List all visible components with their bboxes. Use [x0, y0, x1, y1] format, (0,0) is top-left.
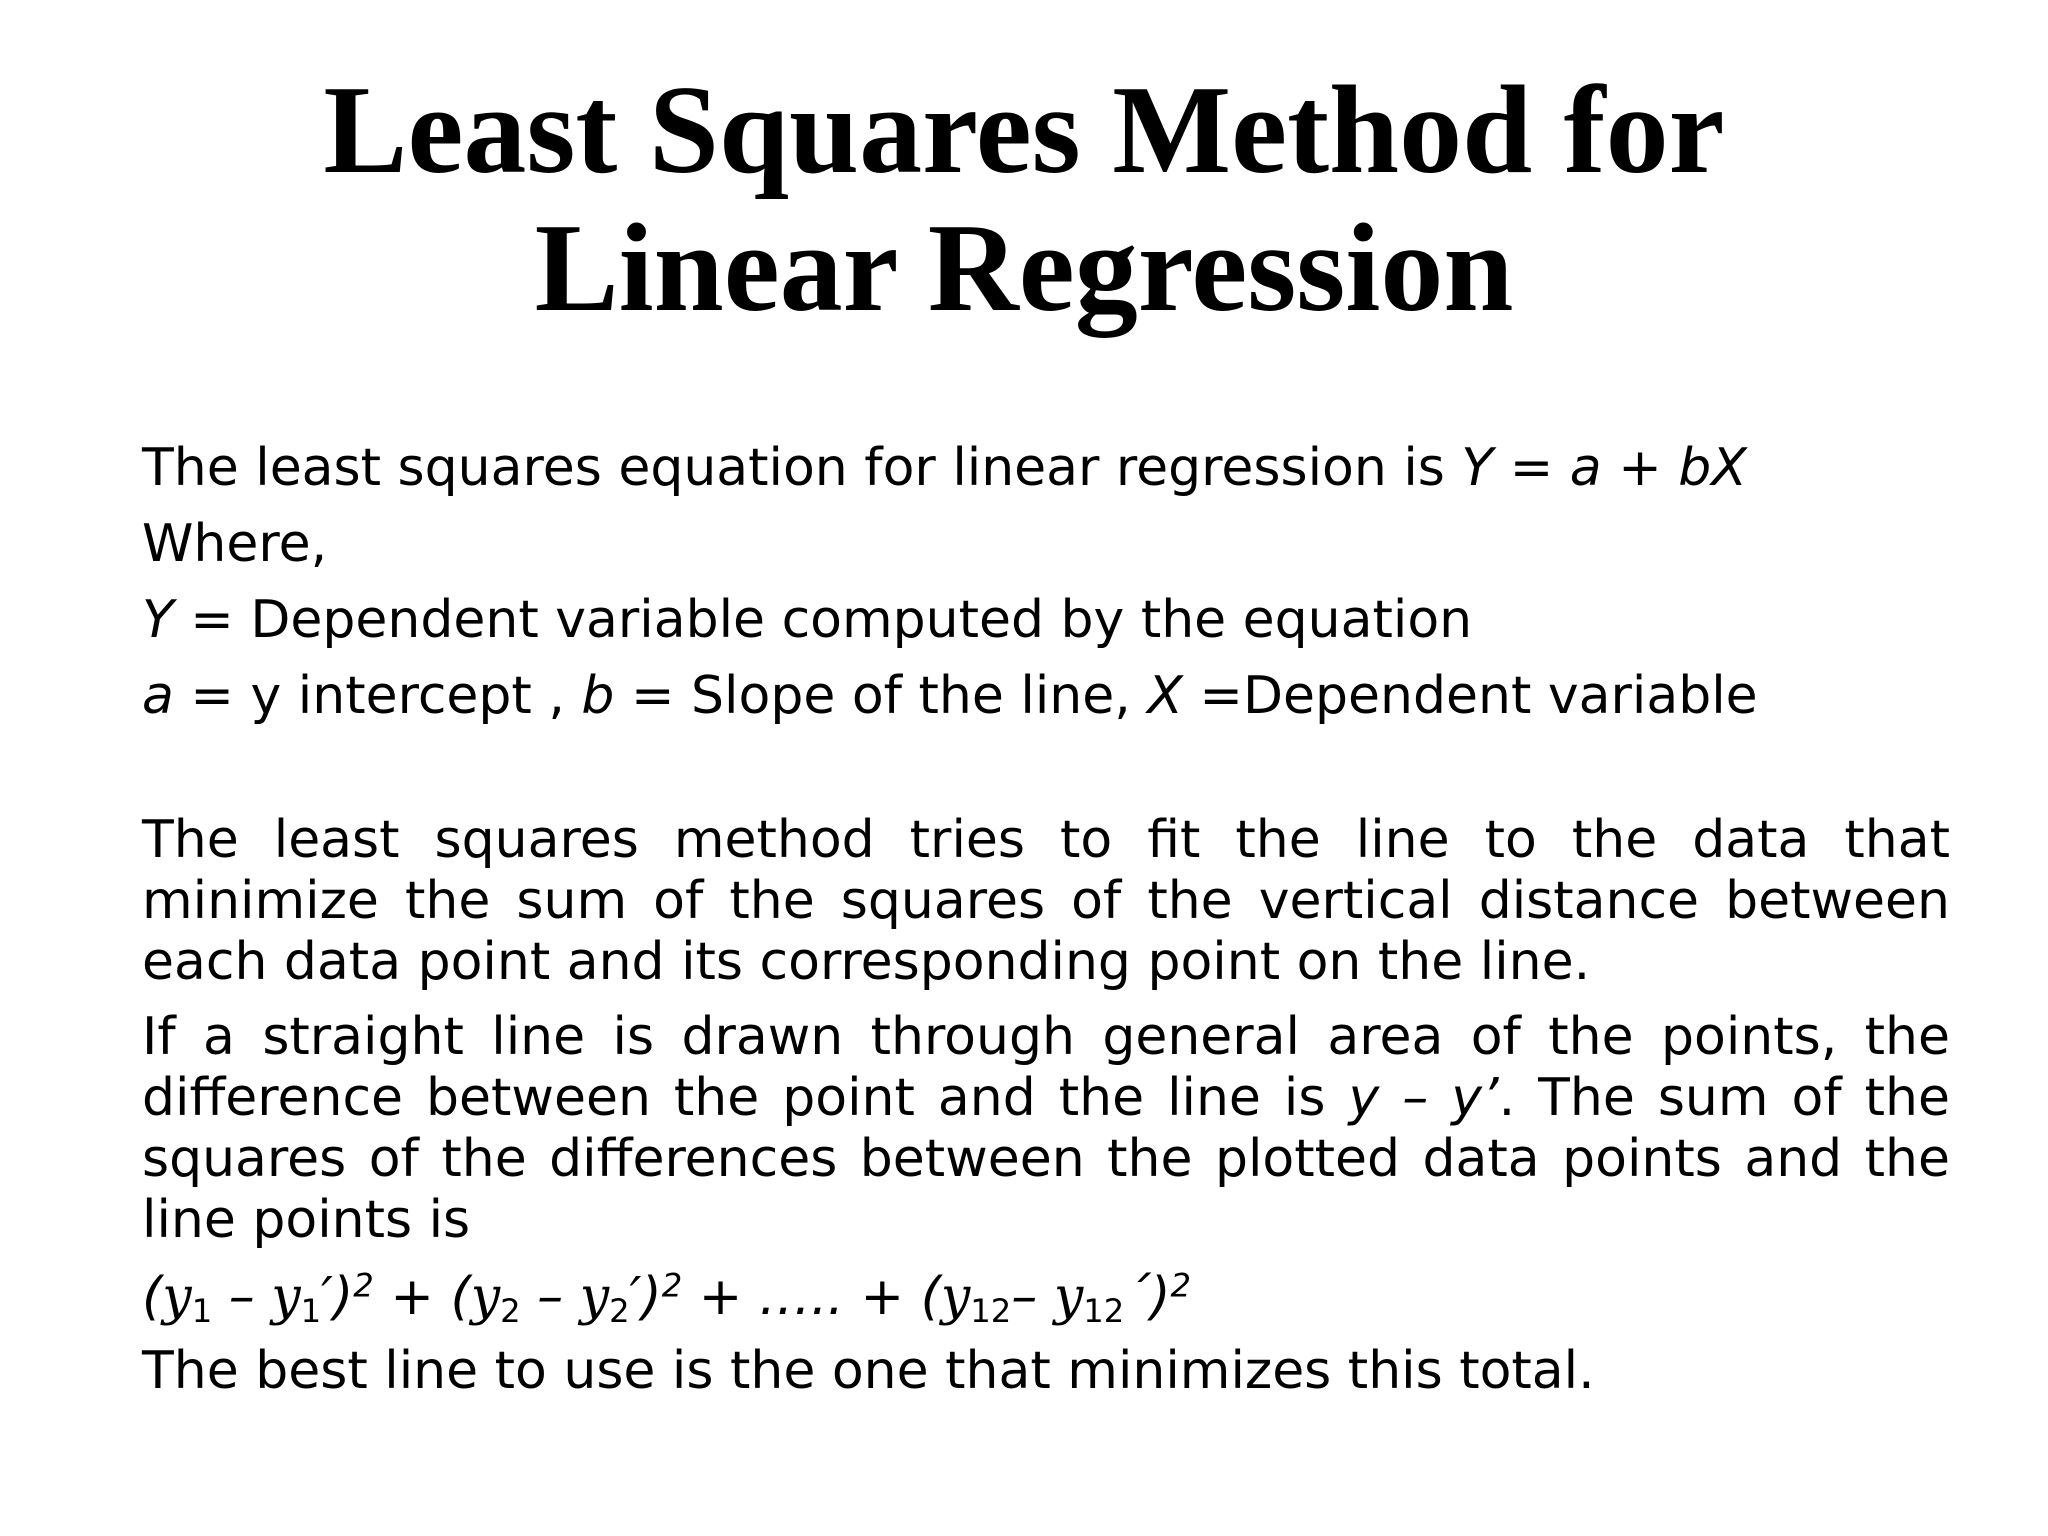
formula-y1-prime: y	[271, 1267, 301, 1327]
spacer	[142, 734, 1950, 810]
formula-y2: y	[470, 1267, 501, 1327]
equation-intro-text: The least squares equation for linear regression is	[142, 438, 1462, 498]
formula-y1: y	[162, 1267, 192, 1327]
definition-y-line	[142, 582, 1950, 658]
difference-text-after: . The sum of the squares of the differences between the plotted data points and the line points is	[142, 1068, 1950, 1250]
definition-a-text: = y intercept ,	[173, 666, 582, 726]
equation-intro-line	[142, 430, 1950, 506]
var-b: b	[581, 666, 615, 726]
definition-y-text: = Dependent variable computed by the equation	[173, 590, 1473, 650]
definition-b-text: = Slope of the line,	[614, 666, 1148, 726]
difference-text-before: If a straight line is drawn through general area of the points, the difference between the point and the line is	[142, 1007, 1950, 1128]
slide-title: Least Squares Method for Linear Regression	[323, 61, 1725, 338]
definition-x-text: =Dependent variable	[1182, 666, 1758, 726]
regression-equation: Y = a + bX	[1461, 438, 1747, 498]
method-paragraph: The least squares method tries to fit the line to the data that minimize the sum of the squares of the vertical distance between each data point and its corresponding point on the line.	[142, 810, 1950, 992]
var-y: Y	[142, 590, 174, 650]
var-a: a	[142, 666, 174, 726]
definition-abx-line	[142, 658, 1950, 734]
var-x: X	[1147, 666, 1183, 726]
sum-of-squares-formula: $(y_1 - y_1')^2 + (y_2 - y_2')^2$ + ….. + ($y_{12}-$ $y_{12}´)^2$	[142, 1266, 1192, 1331]
difference-paragraph	[142, 1007, 1950, 1251]
where-label: Where,	[142, 514, 328, 574]
formula-y12-prime: y	[1053, 1267, 1084, 1327]
formula-y12: y	[940, 1267, 971, 1327]
conclusion-line: The best line to use is the one that minimizes this total.	[142, 1341, 1595, 1401]
difference-expression: y – y’	[1348, 1068, 1499, 1128]
slide-body	[142, 430, 1950, 1409]
formula-y2-prime: y	[579, 1267, 610, 1327]
